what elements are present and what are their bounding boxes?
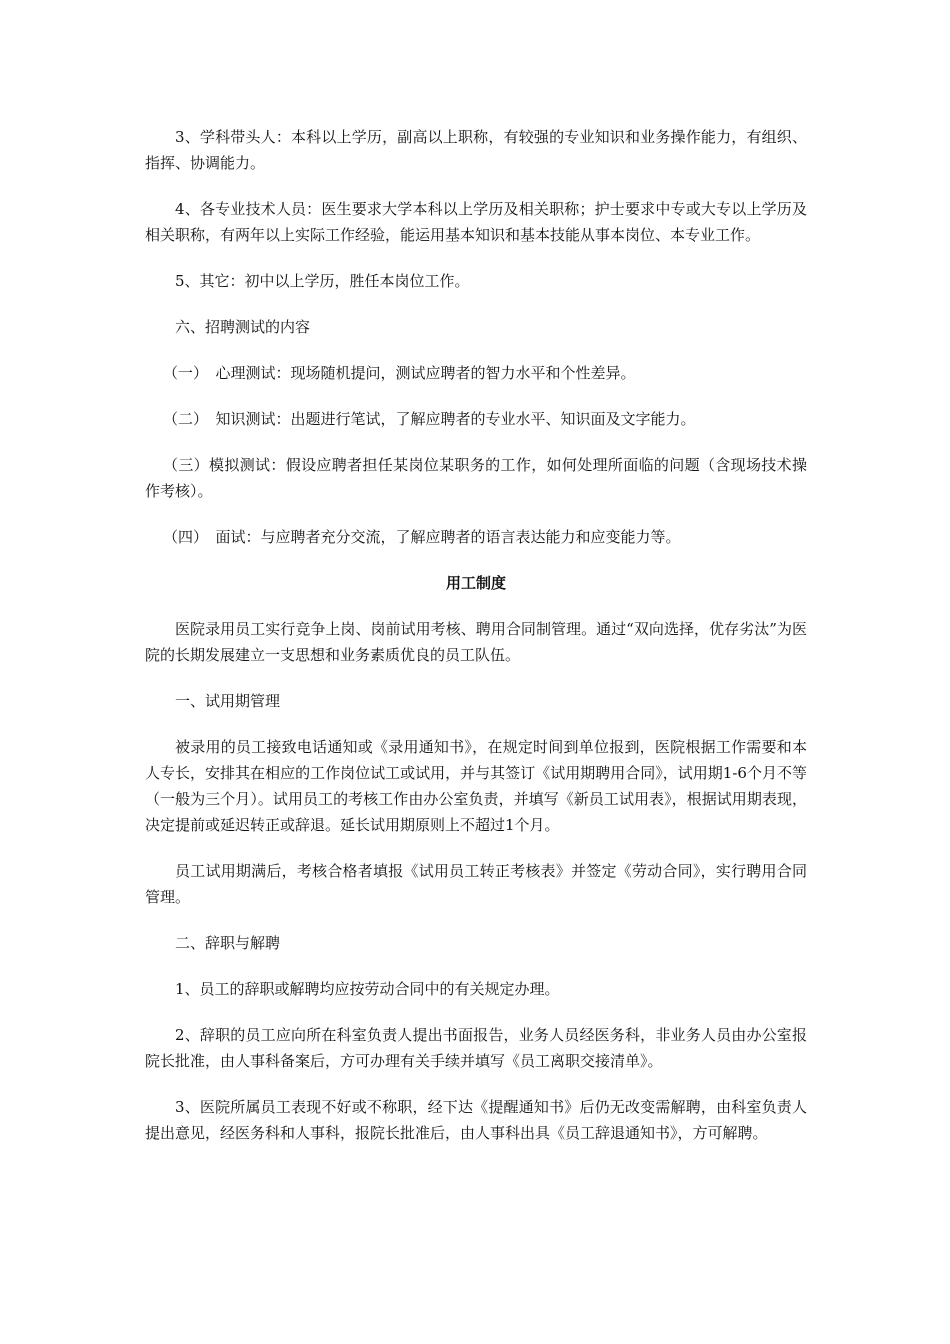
paragraph-dismissal-rule-3: 3、医院所属员工表现不好或不称职，经下达《提醒通知书》后仍无改变需解聘，由科室负责人提出意见，经医务科和人事科，报院长批准后，由人事科出具《员工辞退通知书》，方可解聘。 bbox=[145, 1098, 807, 1142]
paragraph-employment-intro: 医院录用员工实行竞争上岗、岗前试用考核、聘用合同制管理。通过“双向选择，优存劣汰”为医院的长期发展建立一支思想和业务素质优良的员工队伍。 bbox=[145, 620, 807, 664]
heading-recruitment-tests: 六、招聘测试的内容 bbox=[175, 318, 311, 336]
paragraph-probation-details: 被录用的员工接致电话通知或《录用通知书》，在规定时间到单位报到，医院根据工作需要和本人专长，安排其在相应的工作岗位试工或试用，并与其签订《试用期聘用合同》，试用期1-6个月不等（一般为三个月）。试用员工的考核工作由办公室负责，并填写《新员工试用表》，根据试用期表现，决定提前或延迟转正或辞退。延长试用期原则上不超过1个月。 bbox=[145, 738, 807, 834]
document-body bbox=[145, 124, 807, 1166]
paragraph-simulation-test: （三）模拟测试：假设应聘者担任某岗位某职务的工作，如何处理所面临的问题（含现场技术操作考核）。 bbox=[145, 456, 807, 500]
paragraph-psych-test: （一） 心理测试：现场随机提问，测试应聘者的智力水平和个性差异。 bbox=[163, 364, 636, 382]
paragraph-discipline-leader: 3、学科带头人：本科以上学历，副高以上职称，有较强的专业知识和业务操作能力，有组织、指挥、协调能力。 bbox=[145, 128, 807, 172]
paragraph-resignation-rule-1: 1、员工的辞职或解聘均应按劳动合同中的有关规定办理。 bbox=[175, 980, 560, 998]
heading-probation: 一、试用期管理 bbox=[175, 692, 281, 710]
paragraph-knowledge-test: （二） 知识测试：出题进行笔试，了解应聘者的专业水平、知识面及文字能力。 bbox=[163, 410, 696, 428]
heading-resignation-dismissal: 二、辞职与解聘 bbox=[175, 934, 281, 952]
paragraph-resignation-rule-2: 2、辞职的员工应向所在科室负责人提出书面报告，业务人员经医务科，非业务人员由办公室报院长批准，由人事科备案后，方可办理有关手续并填写《员工离职交接清单》。 bbox=[145, 1026, 807, 1070]
paragraph-other-staff: 5、其它：初中以上学历，胜任本岗位工作。 bbox=[175, 272, 470, 290]
section-title: 用工制度 bbox=[445, 574, 506, 592]
paragraph-probation-end: 员工试用期满后，考核合格者填报《试用员工转正考核表》并签定《劳动合同》，实行聘用合同管理。 bbox=[145, 862, 807, 906]
paragraph-interview: （四） 面试：与应聘者充分交流，了解应聘者的语言表达能力和应变能力等。 bbox=[163, 528, 681, 546]
paragraph-technical-staff: 4、各专业技术人员：医生要求大学本科以上学历及相关职称；护士要求中专或大专以上学历及相关职称，有两年以上实际工作经验，能运用基本知识和基本技能从事本岗位、本专业工作。 bbox=[145, 200, 807, 244]
